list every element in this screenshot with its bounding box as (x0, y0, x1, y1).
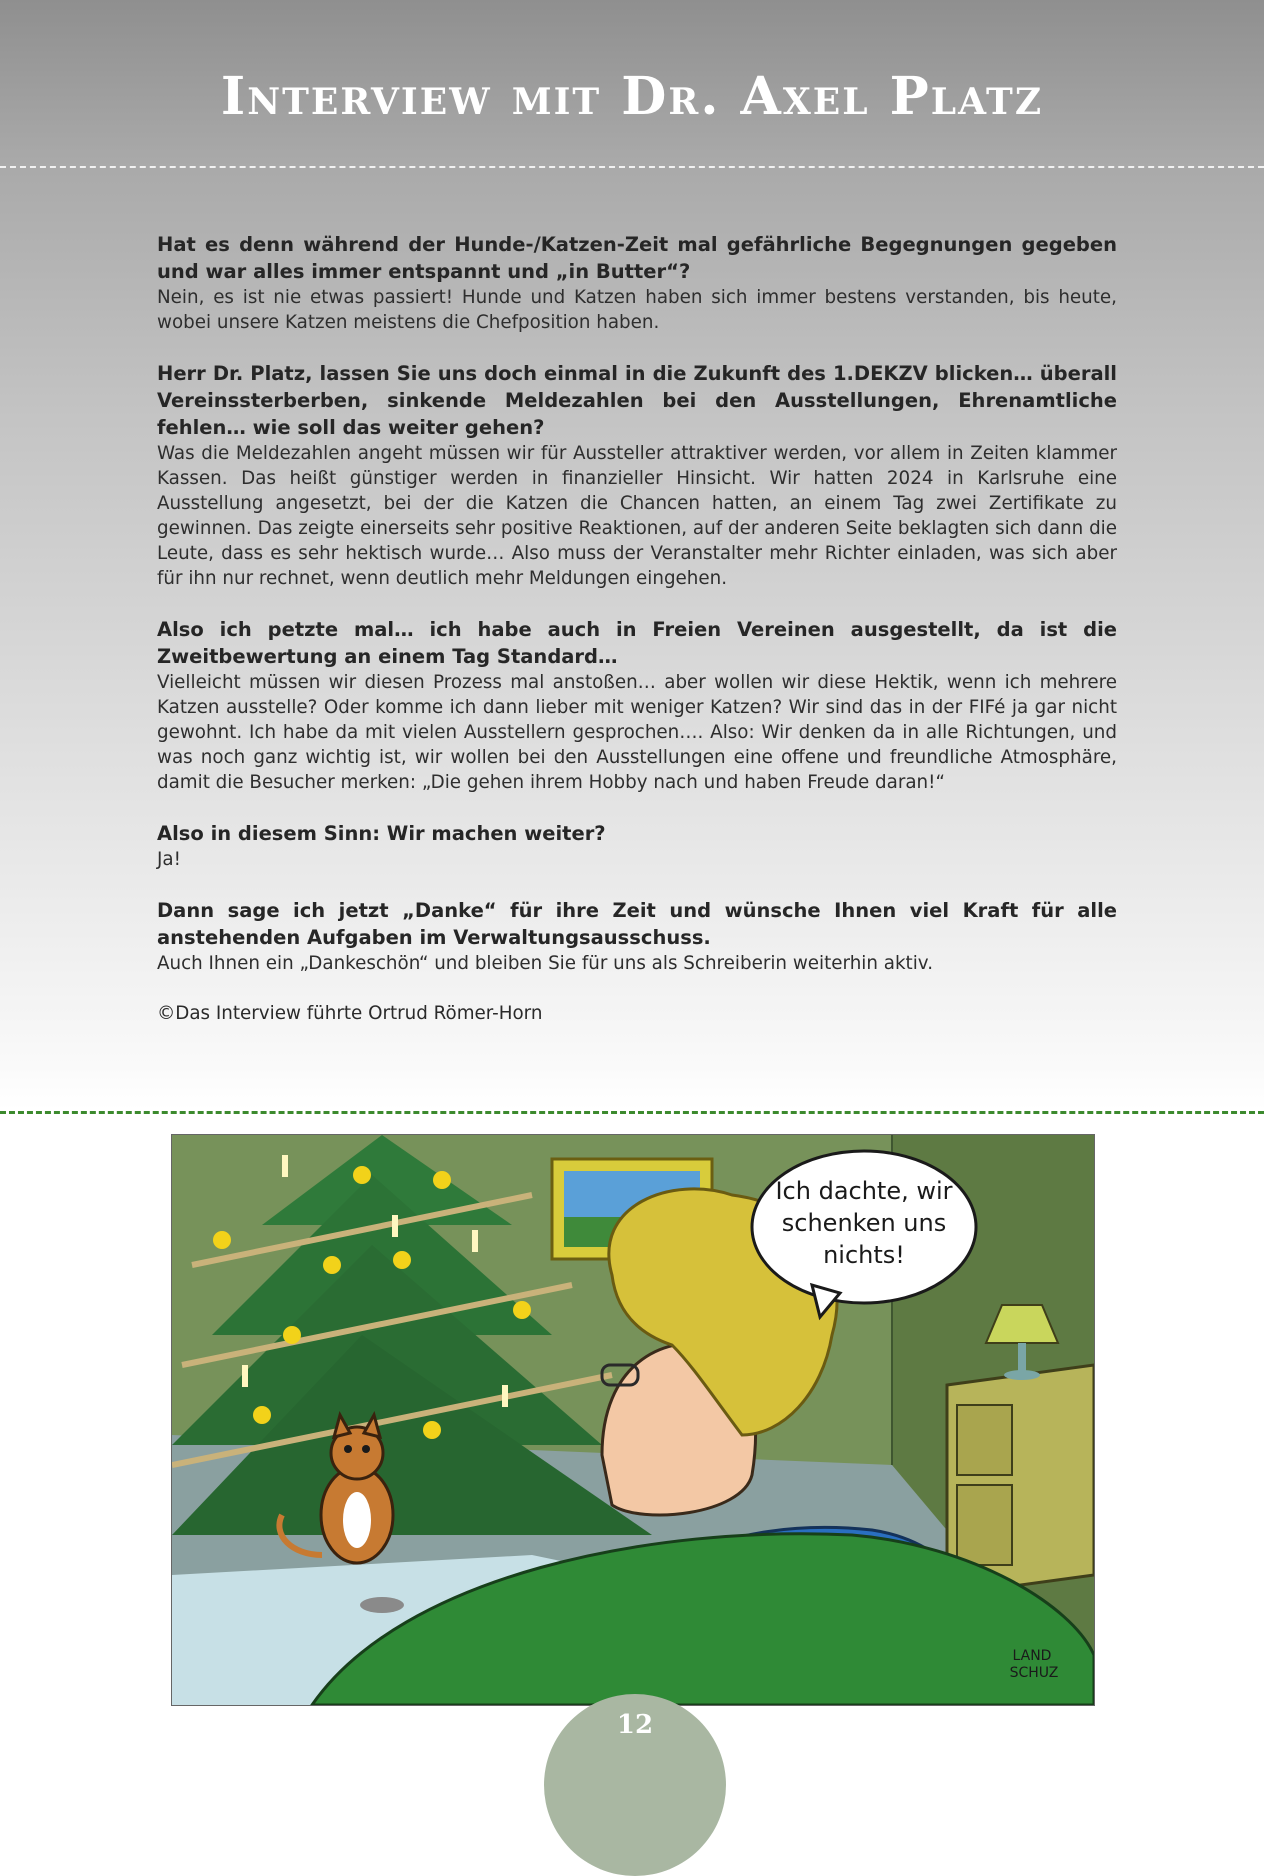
answer-3: Vielleicht müssen wir diesen Prozess mal anstoßen… aber wollen wir diese Hektik, wenn ich mehrere Katzen ausstelle? Oder komme ich dann lieber mit weniger Katzen? Wir sind das in der FIFé ja gar nicht gewohnt. Ich habe da mit vielen Ausstellern gesprochen…. Also: Wir denken da in alle Richtungen, und was noch ganz wichtig ist, wir wollen bei den Ausstellungen eine offene und freundliche Atmosphäre, damit die Besucher merken: „Die gehen ihrem Hobby nach und haben Freude daran!“ (157, 672, 1117, 793)
header-divider (0, 166, 1264, 168)
speech-line-3: nichts! (823, 1241, 905, 1269)
question-5: Dann sage ich jetzt „Danke“ für ihre Zeit und wünsche Ihnen viel Kraft für alle anstehenden Aufgaben im Verwaltungsausschuss. (157, 899, 1117, 949)
answer-2: Was die Meldezahlen angeht müssen wir für Aussteller attraktiver werden, vor allem in Zeiten klammer Kassen. Das heißt günstiger werden in finanzieller Hinsicht. Wir hatten 2024 in Karlsruhe eine Ausstellung angesetzt, bei der die Katzen die Chancen hatten, an einem Tag zwei Zertifikate zu gewinnen. Das zeigte einerseits sehr positive Reaktionen, auf der anderen Seite beklagten sich dann die Leute, dass es sehr hektisch wurde… Also muss der Veranstalter mehr Richter einladen, was sich aber für ihn nur rechnet, wenn deutlich mehr Meldungen eingehen. (157, 443, 1117, 589)
page-title: Interview mit Dr. Axel Platz (220, 66, 1044, 127)
artist-signature-line-1: LAND (1012, 1648, 1052, 1664)
mouse (360, 1597, 404, 1613)
interview-body (157, 231, 1117, 1026)
answer-1: Nein, es ist nie etwas passiert! Hunde und Katzen haben sich immer bestens verstanden, bis heute, wobei unsere Katzen meistens die Chefposition haben. (157, 287, 1117, 333)
speech-line-1: Ich dachte, wir (775, 1177, 953, 1205)
question-2: Herr Dr. Platz, lassen Sie uns doch einmal in die Zukunft des 1.DEKZV blicken… überall Vereinssterberben, sinkende Meldezahlen bei den Ausstellungen, Ehrenamtliche fehlen… wie soll das weiter gehen? (157, 362, 1117, 439)
section-divider (0, 1111, 1264, 1114)
speech-line-2: schenken uns (781, 1209, 947, 1237)
artist-signature-line-2: SCHUZ (1009, 1665, 1059, 1681)
question-4: Also in diesem Sinn: Wir machen weiter? (157, 822, 606, 845)
question-1: Hat es denn während der Hunde-/Katzen-Zeit mal gefährliche Begegnungen gegeben und war alles immer entspannt und „in Butter“? (157, 233, 1117, 283)
christmas-cartoon (171, 1134, 1095, 1706)
interview-credit: ©Das Interview führte Ortrud Römer-Horn (157, 1003, 543, 1024)
answer-5: Auch Ihnen ein „Dankeschön“ und bleiben Sie für uns als Schreiberin weiterhin aktiv. (157, 953, 934, 974)
answer-4: Ja! (157, 849, 181, 870)
page-number: 12 (616, 1710, 654, 1740)
question-3: Also ich petzte mal… ich habe auch in Freien Vereinen ausgestellt, da ist die Zweitbewertung an einem Tag Standard… (157, 618, 1117, 668)
